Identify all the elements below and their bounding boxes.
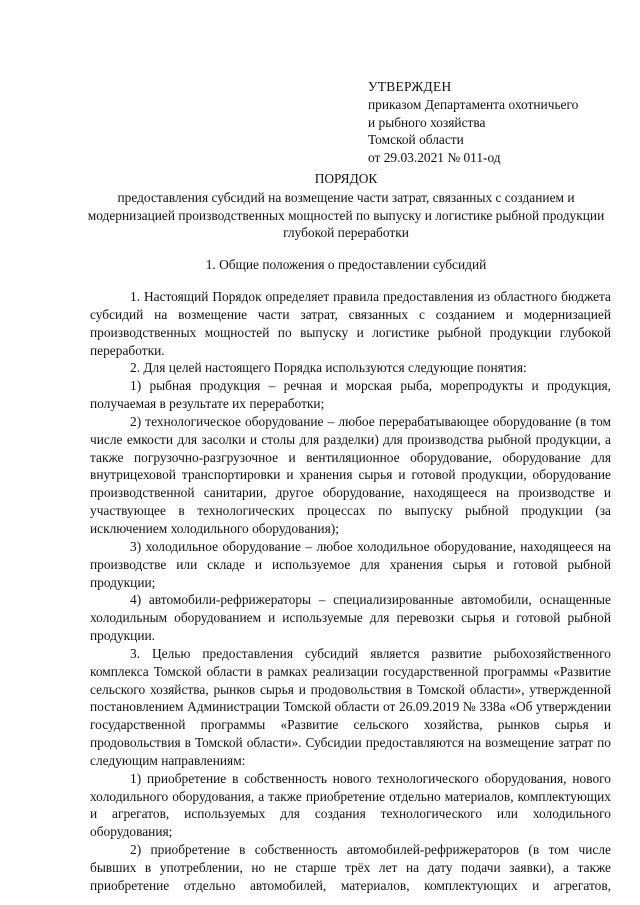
approval-line: приказом Департамента охотничьего: [368, 96, 579, 112]
paragraph: 4) автомобили-рефрижераторы – специализированные автомобили, оснащенные холодильным оборудованием и используемые для перевозки сырья и готовой рыбной продукции.: [90, 592, 611, 644]
paragraph: 3. Целью предоставления субсидий является развитие рыбохозяйственного комплекса Томской области в рамках реализации государственной программы «Развитие сельского хозяйства, рынков сырья и продовольствия в Томской области», утвержденной постановлением Администрации Томской области от 26.09.2019 № 338а «Об утверждении государственной программы «Развитие сельского хозяйства, рынков сырья и продовольствия в Томской области». Субсидии предоставляются на возмещение затрат по следующим направлениям:: [90, 645, 611, 768]
approval-line: от 29.03.2021 № 011-од: [368, 150, 501, 166]
paragraph: 2. Для целей настоящего Порядка используются следующие понятия:: [130, 360, 527, 376]
approval-stamp: [368, 78, 578, 167]
approval-line: и рыбного хозяйства: [368, 114, 486, 130]
paragraph: 3) холодильное оборудование – любое холодильное оборудование, находящееся на производстве или складе и используемое для хранения сырья и готовой рыбной продукции;: [90, 538, 611, 590]
section-heading: 1. Общие положения о предоставлении субсидий: [205, 257, 487, 272]
paragraph: 1) приобретение в собственность нового технологического оборудования, нового холодильного оборудования, а также приобретение отдельно материалов, комплектующих и агрегатов, используемых для создания технологического или холодильного оборудования;: [90, 770, 611, 840]
paragraph: 2) технологическое оборудование – любое перерабатывающее оборудование (в том числе емкости для засолки и столы для разделки) для производства рыбной продукции, а также погрузочно-разгрузочное и вентиляционное оборудование, оборудование для внутрицеховой транспортировки и хранения сырья и готовой продукции, оборудование производственной санитарии, другое оборудование, находящееся на производстве и участвующее в технологических процессах по выпуску рыбной продукции (за исключением холодильного оборудования);: [90, 413, 611, 536]
approval-heading: УТВЕРЖДЕН: [368, 79, 452, 94]
document-subtitle: предоставления субсидий на возмещение части затрат, связанных с созданием и модернизацией производственных мощностей по выпуску и логистике рыбной продукции глубокой переработки: [87, 190, 605, 240]
paragraph: 1) рыбная продукция – речная и морская рыба, морепродукты и продукция, получаемая в результате их переработки;: [90, 378, 611, 412]
paragraph: 1. Настоящий Порядок определяет правила предоставления из областного бюджета субсидий на возмещение части затрат, связанных с созданием и модернизацией производственных мощностей по выпуску и логистике рыбной продукции глубокой переработки.: [90, 289, 611, 358]
paragraph: 2) приобретение в собственность автомобилей-рефрижераторов (в том числе бывших в употреблении, но не старше трёх лет на дату подачи заявки), а также приобретение отдельно автомобилей, материалов, комплектующих и агрегатов,: [90, 842, 611, 893]
document-body: [90, 288, 611, 895]
approval-line: Томской области: [368, 132, 464, 148]
document-title: ПОРЯДОК: [314, 171, 378, 186]
